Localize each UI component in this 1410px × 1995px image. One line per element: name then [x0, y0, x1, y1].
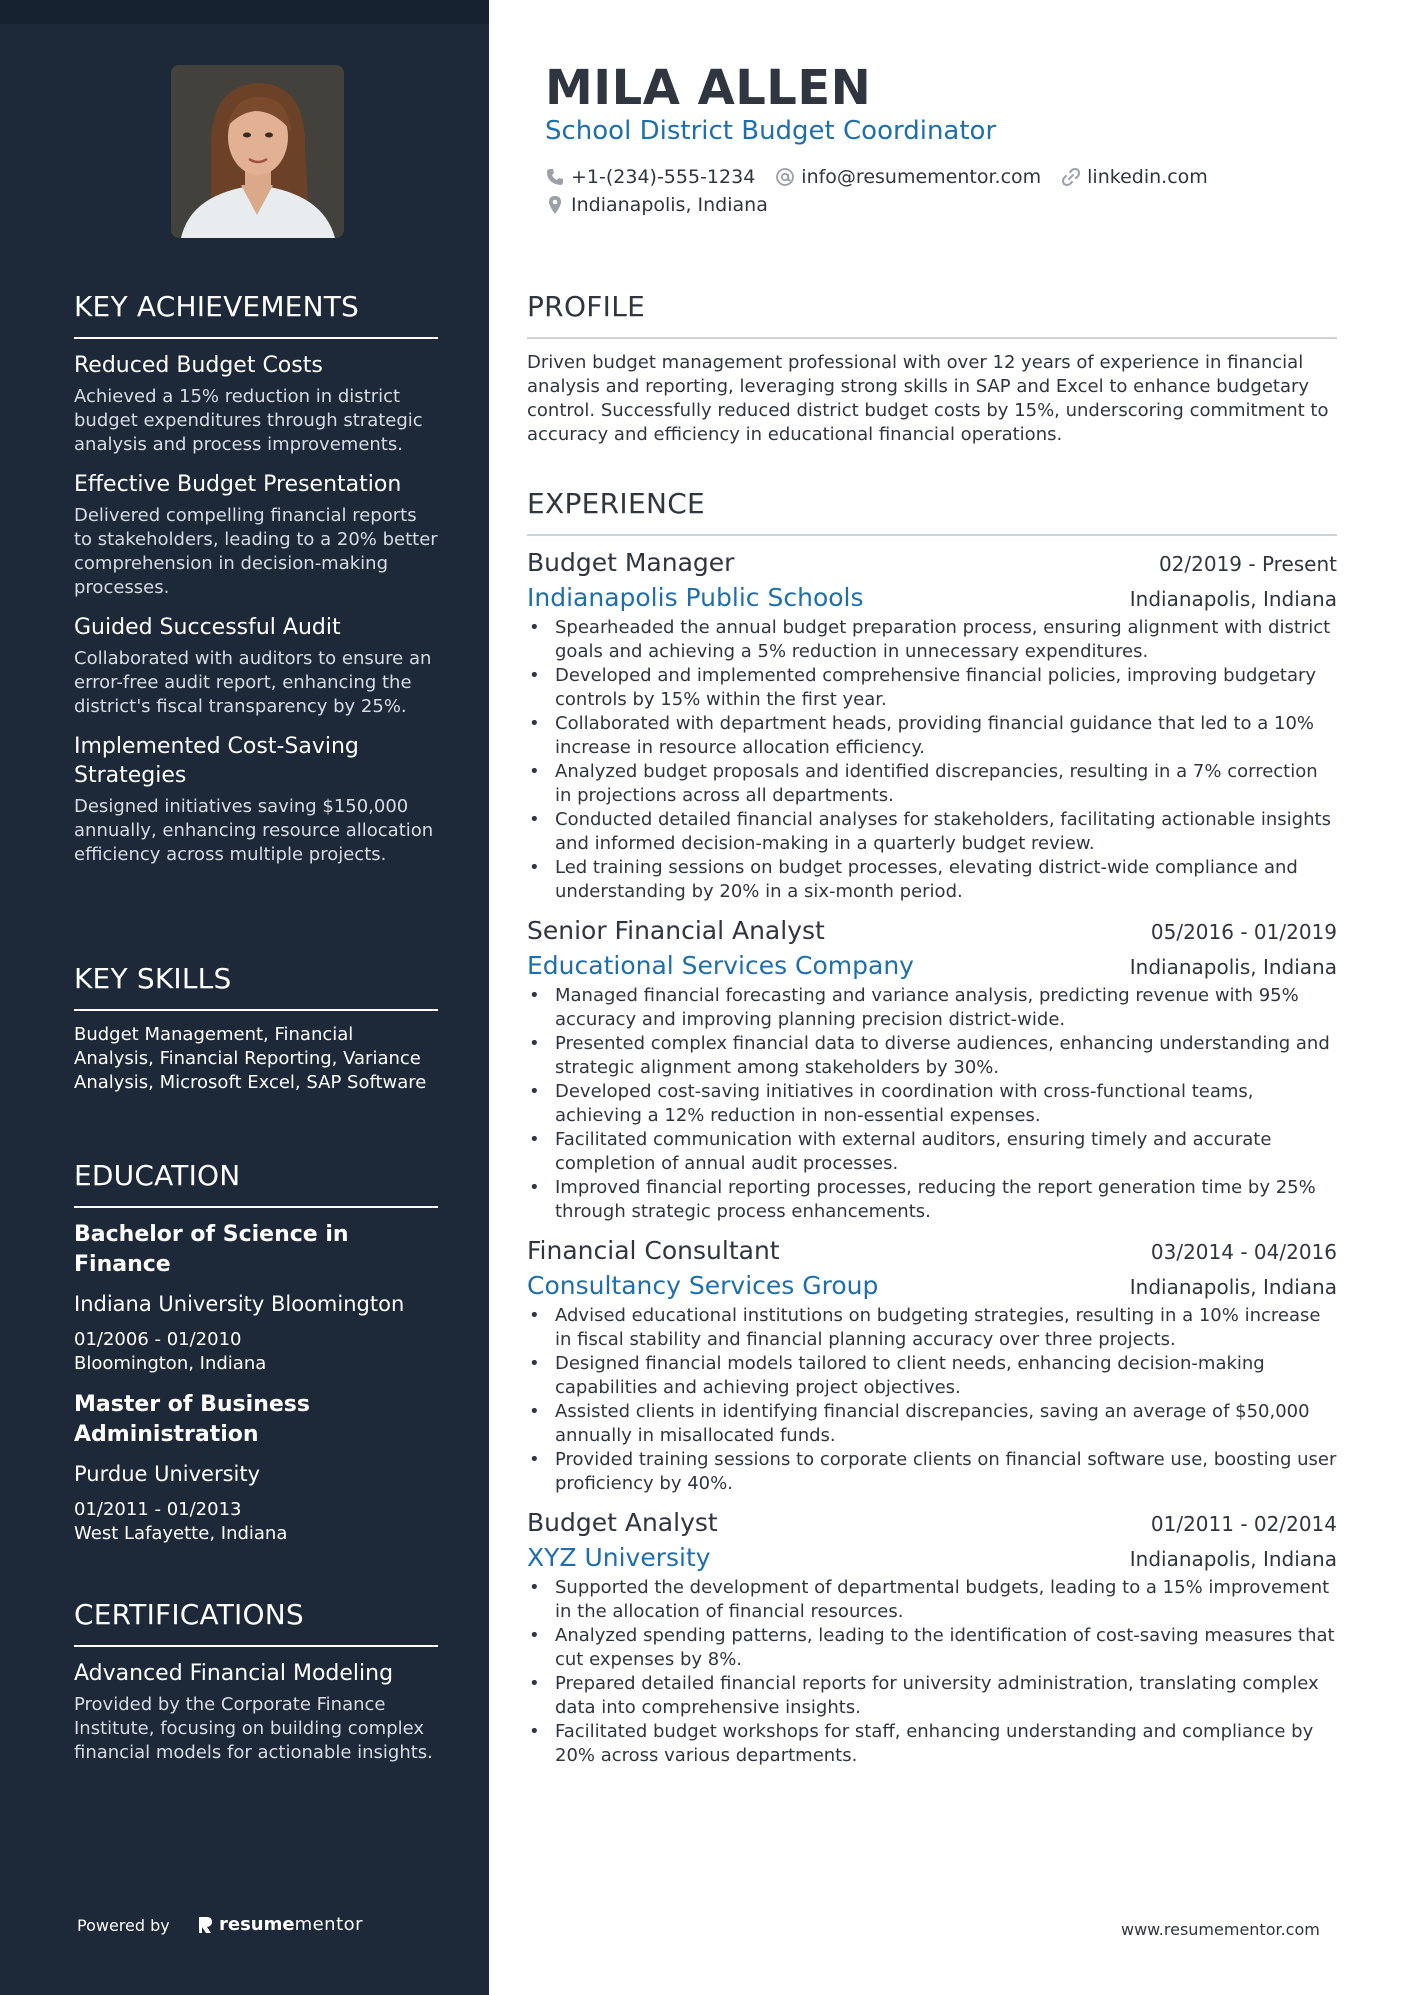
job-company: Consultancy Services Group — [527, 1271, 879, 1300]
job-bullet: • Supported the development of departmental budgets, leading to a 15% improvement in the allocation of financial resources. — [527, 1576, 1337, 1624]
phone-text: +1-(234)-555-1234 — [571, 166, 756, 188]
job-location: Indianapolis, Indiana — [1129, 955, 1337, 979]
experience-heading: EXPERIENCE — [527, 487, 1337, 536]
powered-by-label: Powered by — [77, 1916, 170, 1935]
achievement-title: Effective Budget Presentation — [74, 472, 402, 497]
education-school: Purdue University — [74, 1462, 261, 1486]
achievement-title: Reduced Budget Costs — [74, 353, 323, 378]
job-bullet: • Assisted clients in identifying financial discrepancies, saving an average of $50,000 annually in misallocated funds. — [527, 1400, 1337, 1448]
job-title: Senior Financial Analyst — [527, 916, 825, 945]
job-dates: 05/2016 - 01/2019 — [1150, 920, 1337, 944]
education-degree: Master of Business Administration — [74, 1392, 310, 1447]
profile-heading: PROFILE — [527, 290, 1337, 339]
location-text: Indianapolis, Indiana — [571, 194, 768, 216]
job-entry — [527, 916, 1337, 1224]
achievements-heading: KEY ACHIEVEMENTS — [74, 290, 438, 339]
achievement-item — [74, 613, 438, 719]
certification-desc: Provided by the Corporate Finance Institute, focusing on building complex financial models for actionable insights. — [74, 1694, 433, 1763]
contact-location — [545, 194, 768, 216]
education-item — [74, 1220, 438, 1376]
education-dates: 01/2011 - 01/2013 — [74, 1499, 242, 1520]
achievement-item — [74, 732, 438, 867]
footer-website-link[interactable]: www.resumementor.com — [1121, 1920, 1320, 1939]
education-school: Indiana University Bloomington — [74, 1292, 405, 1316]
job-company: Educational Services Company — [527, 951, 914, 980]
sidebar-top-band — [0, 0, 489, 24]
certifications-heading: CERTIFICATIONS — [74, 1598, 438, 1647]
candidate-role: School District Budget Coordinator — [545, 116, 997, 146]
job-bullet: • Developed and implemented comprehensive financial policies, improving budgetary controls by 15% within the first year. — [527, 664, 1337, 712]
job-bullet: • Designed financial models tailored to client needs, enhancing decision-making capabilities and achieving project objectives. — [527, 1352, 1337, 1400]
email-text: info@resumementor.com — [801, 166, 1042, 188]
job-bullets — [527, 984, 1337, 1224]
job-bullets — [527, 616, 1337, 904]
certifications-section — [74, 1598, 438, 1778]
education-location: Bloomington, Indiana — [74, 1353, 267, 1374]
job-company: XYZ University — [527, 1543, 711, 1572]
education-item — [74, 1390, 438, 1546]
brand-text-bold: resume — [219, 1914, 295, 1935]
job-bullet: • Advised educational institutions on budgeting strategies, resulting in a 10% increase in fiscal stability and financial planning accuracy over three projects. — [527, 1304, 1337, 1352]
job-location: Indianapolis, Indiana — [1129, 587, 1337, 611]
resumementor-logo[interactable] — [197, 1914, 363, 1935]
job-bullet: • Analyzed budget proposals and identified discrepancies, resulting in a 7% correction in projections across all departments. — [527, 760, 1337, 808]
job-dates: 02/2019 - Present — [1158, 552, 1337, 576]
achievement-title: Implemented Cost-Saving Strategies — [74, 734, 359, 788]
achievement-title: Guided Successful Audit — [74, 615, 341, 640]
job-title: Financial Consultant — [527, 1236, 780, 1265]
skills-list: Budget Management, Financial Analysis, Financial Reporting, Variance Analysis, Microsoft Excel, SAP Software — [74, 1024, 427, 1093]
achievement-desc: Collaborated with auditors to ensure an error-free audit report, enhancing the district's fiscal transparency by 25%. — [74, 648, 432, 717]
job-bullet: • Improved financial reporting processes, reducing the report generation time by 25% through strategic process enhancements. — [527, 1176, 1337, 1224]
phone-icon — [545, 167, 565, 187]
job-bullet: • Prepared detailed financial reports for university administration, translating complex data into comprehensive insights. — [527, 1672, 1337, 1720]
job-bullets — [527, 1576, 1337, 1768]
education-degree: Bachelor of Science in Finance — [74, 1222, 349, 1277]
job-bullet: • Collaborated with department heads, providing financial guidance that led to a 10% increase in resource allocation efficiency. — [527, 712, 1337, 760]
job-bullet: • Conducted detailed financial analyses for stakeholders, facilitating actionable insights and informed decision-making in a quarterly budget review. — [527, 808, 1337, 856]
job-company: Indianapolis Public Schools — [527, 583, 864, 612]
skills-section — [74, 962, 438, 1095]
profile-summary: Driven budget management professional with over 12 years of experience in financial analysis and reporting, leveraging strong skills in SAP and Excel to enhance budgetary control. Successfully reduced district budget costs by 15%, underscoring commitment to accuracy and efficiency in educational financial operations. — [527, 352, 1329, 445]
achievement-desc: Achieved a 15% reduction in district budget expenditures through strategic analysis and process improvements. — [74, 386, 423, 455]
job-bullets — [527, 1304, 1337, 1496]
job-bullet: • Managed financial forecasting and variance analysis, predicting revenue with 95% accuracy and improving planning precision district-wide. — [527, 984, 1337, 1032]
sidebar — [0, 0, 489, 1995]
education-location: West Lafayette, Indiana — [74, 1523, 288, 1544]
at-icon — [775, 167, 795, 187]
experience-section — [527, 487, 1337, 1768]
brand-text-light: mentor — [294, 1914, 364, 1935]
job-bullet: • Presented complex financial data to diverse audiences, enhancing understanding and strategic alignment among stakeholders by 30%. — [527, 1032, 1337, 1080]
profile-photo — [171, 65, 344, 238]
certification-title: Advanced Financial Modeling — [74, 1661, 394, 1686]
job-entry — [527, 548, 1337, 904]
contact-phone[interactable] — [545, 166, 755, 188]
job-title: Budget Analyst — [527, 1508, 718, 1537]
achievements-section — [74, 290, 438, 880]
job-location: Indianapolis, Indiana — [1129, 1275, 1337, 1299]
job-bullet: • Analyzed spending patterns, leading to the identification of cost-saving measures that cut expenses by 8%. — [527, 1624, 1337, 1672]
achievement-desc: Delivered compelling financial reports to stakeholders, leading to a 20% better comprehension in decision-making processes. — [74, 505, 438, 598]
skills-heading: KEY SKILLS — [74, 962, 438, 1011]
job-title: Budget Manager — [527, 548, 735, 577]
education-dates: 01/2006 - 01/2010 — [74, 1329, 242, 1350]
certification-item — [74, 1659, 438, 1765]
job-dates: 01/2011 - 02/2014 — [1150, 1512, 1337, 1536]
job-bullet: • Facilitated communication with external auditors, ensuring timely and accurate completion of annual audit processes. — [527, 1128, 1337, 1176]
link-icon — [1061, 167, 1081, 187]
resumementor-logo-icon — [197, 1915, 213, 1935]
achievement-item — [74, 351, 438, 457]
linkedin-text: linkedin.com — [1087, 166, 1208, 188]
candidate-name: MILA ALLEN — [545, 60, 872, 116]
job-location: Indianapolis, Indiana — [1129, 1547, 1337, 1571]
contact-email[interactable] — [775, 166, 1041, 188]
education-section — [74, 1159, 438, 1546]
contact-info — [545, 164, 1345, 220]
job-entry — [527, 1236, 1337, 1496]
contact-linkedin[interactable] — [1061, 166, 1208, 188]
job-bullet: • Provided training sessions to corporate clients on financial software use, boosting user proficiency by 40%. — [527, 1448, 1337, 1496]
achievement-item — [74, 470, 438, 600]
job-bullet: • Developed cost-saving initiatives in coordination with cross-functional teams, achieving a 12% reduction in non-essential expenses. — [527, 1080, 1337, 1128]
education-heading: EDUCATION — [74, 1159, 438, 1208]
profile-section — [527, 290, 1337, 447]
job-dates: 03/2014 - 04/2016 — [1150, 1240, 1337, 1264]
job-entry — [527, 1508, 1337, 1768]
location-pin-icon — [545, 195, 565, 215]
job-bullet: • Spearheaded the annual budget preparation process, ensuring alignment with district goals and achieving a 5% reduction in unnecessary expenditures. — [527, 616, 1337, 664]
job-bullet: • Led training sessions on budget processes, elevating district-wide compliance and understanding by 20% in a six-month period. — [527, 856, 1337, 904]
achievement-desc: Designed initiatives saving $150,000 annually, enhancing resource allocation efficiency across multiple projects. — [74, 796, 434, 865]
job-bullet: • Facilitated budget workshops for staff, enhancing understanding and compliance by 20% across various departments. — [527, 1720, 1337, 1768]
